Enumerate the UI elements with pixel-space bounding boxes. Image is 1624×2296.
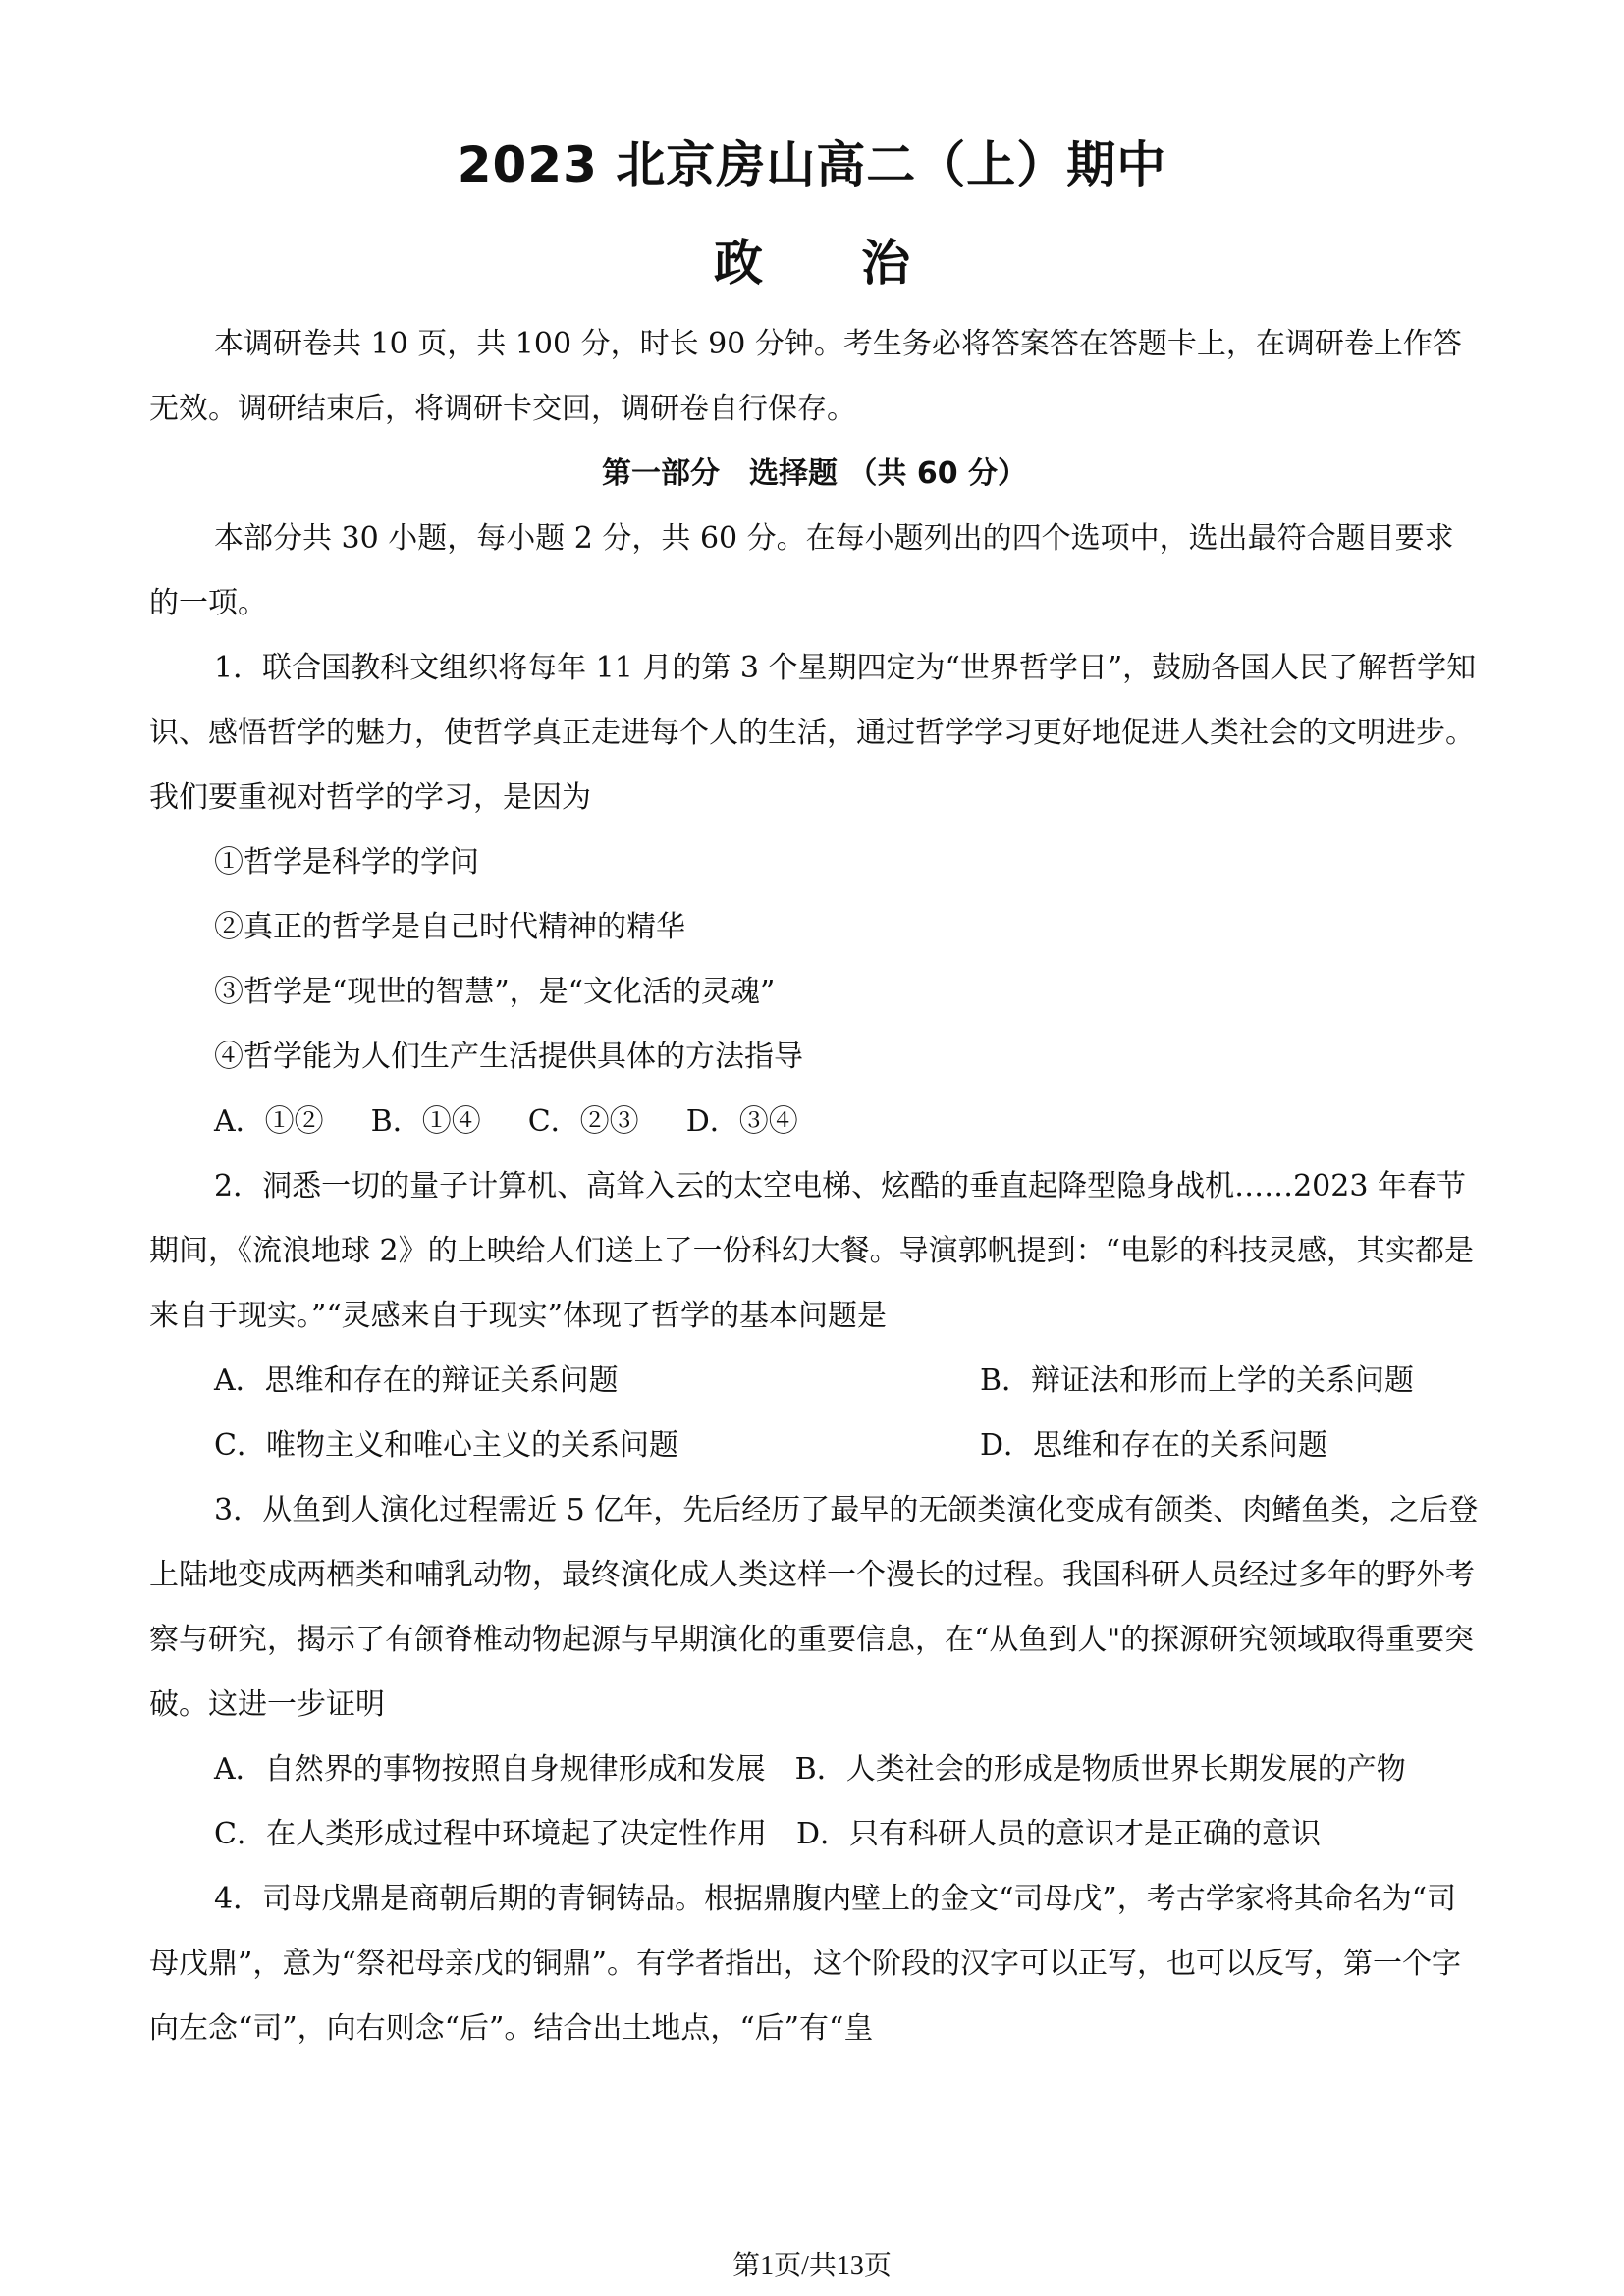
section-instructions: 本部分共 30 小题，每小题 2 分，共 60 分。在每小题列出的四个选项中，选出最符合题目要求的一项。: [149, 521, 1454, 620]
question-3-choices-row-1: [149, 1737, 1480, 1802]
question-1-choice-d: D．③④: [685, 1104, 798, 1139]
subject-title: 政治: [714, 235, 1008, 292]
question-3-stem: 3．从鱼到人演化过程需近 5 亿年，先后经历了最早的无颌类演化变成有颌类、肉鳍鱼类，之后登上陆地变成两栖类和哺乳动物，最终演化成人类这样一个漫长的过程。我国科研人员经过多年的野外考察与研究，揭示了有颌脊椎动物起源与早期演化的重要信息，在“从鱼到人"的探源研究领域取得重要突破。这进一步证明: [149, 1493, 1479, 1722]
page-footer: 第1页/共13页: [732, 2251, 892, 2281]
question-1-item-4: ④哲学能为人们生产生活提供具体的方法指导: [214, 1040, 803, 1074]
exam-title: 2023 北京房山高二（上）期中: [457, 136, 1167, 193]
question-3-choice-c: C．在人类形成过程中环境起了决定性作用: [214, 1817, 767, 1851]
question-2-choices-row-1: [149, 1349, 1480, 1414]
question-2-choice-d: D．思维和存在的关系问题: [980, 1428, 1328, 1463]
intro-paragraph: 本调研卷共 10 页，共 100 分，时长 90 分钟。考生务必将答案答在答题卡上，在调研卷上作答无效。调研结束后，将调研卡交回，调研卷自行保存。: [149, 327, 1462, 426]
document-body: [149, 312, 1480, 2061]
question-2-stem: 2．洞悉一切的量子计算机、高耸入云的太空电梯、炫酷的垂直起降型隐身战机……2023 年春节期间，《流浪地球 2》的上映给人们送上了一份科幻大餐。导演郭帆提到：“电影的科技灵感，其实都是来自于现实。”“灵感来自于现实”体现了哲学的基本问题是: [149, 1169, 1474, 1333]
question-1-choice-b: B．①④: [370, 1104, 481, 1139]
question-1-item-3: ③哲学是“现世的智慧”，是“文化活的灵魂”: [214, 975, 776, 1009]
question-1-choice-c: C．②③: [527, 1104, 639, 1139]
question-3-choice-d: D．只有科研人员的意识才是正确的意识: [795, 1817, 1322, 1851]
question-3-choice-a: A．自然界的事物按照自身规律形成和发展: [214, 1752, 766, 1787]
question-1-choices: [149, 1090, 1480, 1154]
question-1-item-1: ①哲学是科学的学问: [214, 845, 479, 880]
question-1-choice-a: A．①②: [214, 1104, 324, 1139]
section-heading: 第一部分 选择题 （共 60 分）: [601, 456, 1028, 491]
question-1-item-2: ②真正的哲学是自己时代精神的精华: [214, 910, 685, 944]
question-3-choices-row-2: [149, 1802, 1480, 1867]
question-2-choice-a: A．思维和存在的辩证关系问题: [214, 1363, 619, 1398]
question-2-choice-b: B．辩证法和形而上学的关系问题: [980, 1363, 1415, 1398]
question-2-choice-c: C．唯物主义和唯心主义的关系问题: [214, 1428, 678, 1463]
question-1-stem: 1．联合国教科文组织将每年 11 月的第 3 个星期四定为“世界哲学日”，鼓励各国人民了解哲学知识、感悟哲学的魅力，使哲学真正走进每个人的生活，通过哲学学习更好地促进人类社会的文明进步。我们要重视对哲学的学习，是因为: [149, 651, 1477, 815]
question-3-choice-b: B．人类社会的形成是物质世界长期发展的产物: [794, 1752, 1406, 1787]
question-2-choices-row-2: [149, 1414, 1480, 1478]
question-4-stem: 4．司母戊鼎是商朝后期的青铜铸品。根据鼎腹内壁上的金文“司母戊”，考古学家将其命名为“司母戊鼎”，意为“祭祀母亲戊的铜鼎”。有学者指出，这个阶段的汉字可以正写，也可以反写，第一个字向左念“司”，向右则念“后”。结合出土地点，“后”有“皇: [149, 1882, 1462, 2046]
